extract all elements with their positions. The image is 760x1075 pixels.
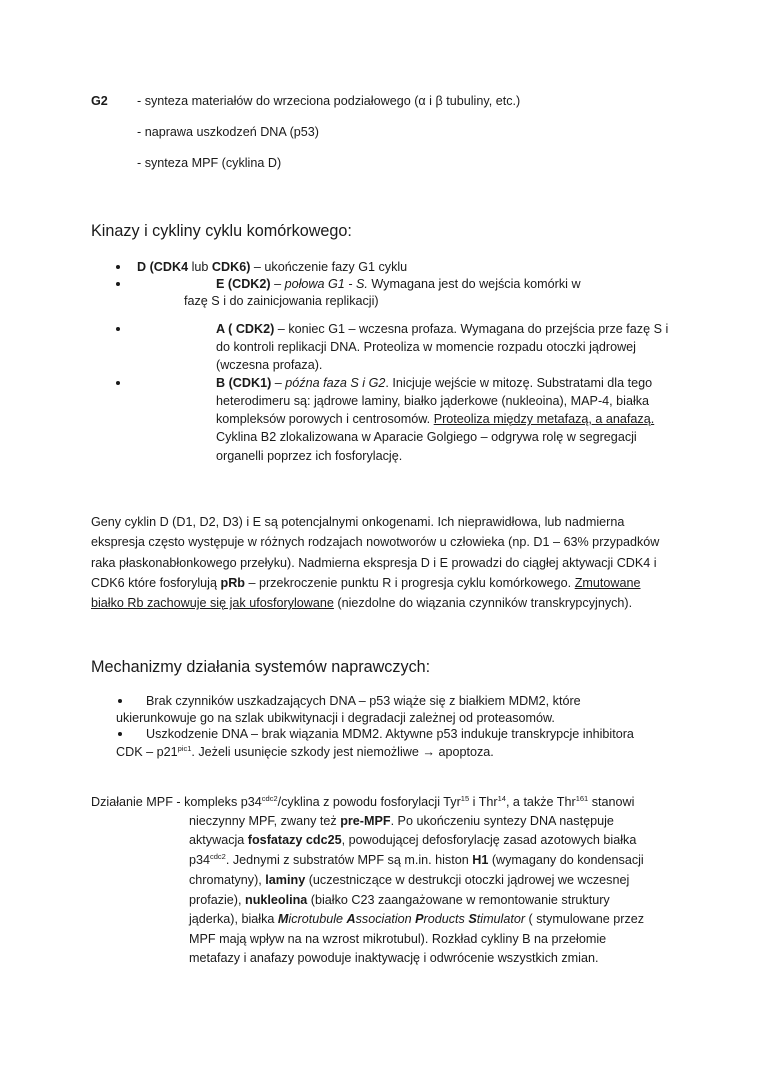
cyclin-d-item: D (CDK4 lub CDK6) – ukończenie fazy G1 cyklu bbox=[137, 260, 408, 274]
mpf-line-9: metafazy i anafazy powoduje inaktywację i odwrócenie wszystkich zmian. bbox=[189, 951, 599, 965]
cyclin-a-line2: do kontroli replikacji DNA. Proteoliza w momencie rozpadu otoczki jądrowej bbox=[216, 340, 636, 354]
geny-line-3: raka płaskonabłonkowego przełyku). Nadmierna ekspresja D i E prowadzi do ciągłej aktywacji CDK4 i bbox=[91, 556, 657, 570]
mechanizm-item-1: Brak czynników uszkadzających DNA – p53 wiąże się z białkiem MDM2, które bbox=[146, 694, 581, 708]
mechanizm-item-1-line2: ukierunkowuje go na szlak ubikwitynacji i degradacji zależnej od proteasomów. bbox=[116, 711, 555, 725]
cyclin-b-item: B (CDK1) – późna faza S i G2. Inicjuje wejście w mitozę. Substratami dla tego bbox=[216, 376, 653, 390]
mechanizmy-heading: Mechanizmy działania systemów naprawczych: bbox=[91, 658, 431, 676]
g2-item-2: - naprawa uszkodzeń DNA (p53) bbox=[137, 125, 320, 139]
geny-line-5: białko Rb zachowuje się jak ufosforylowane (niezdolne do wiązania czynników transkrypcyjnych). bbox=[91, 596, 633, 610]
cyclin-b-line4: Cyklina B2 zlokalizowana w Aparacie Golgiego – odgrywa rolę w segregacji bbox=[216, 430, 637, 444]
mpf-line-6: profazie), nukleolina (białko C23 zaangażowane w remontowanie struktury bbox=[189, 893, 610, 907]
g2-label: G2 bbox=[91, 94, 108, 108]
mpf-line-4: $p34^{cdc2}$. Jednymi z substratów MPF są m.in. histon H1 (wymagany do kondensacji bbox=[189, 852, 644, 867]
cyclin-a-line3: (wczesna profaza). bbox=[216, 358, 323, 372]
mpf-line-1: Działanie MPF - kompleks $p34^{cdc2}$/cyklina z powodu fosforylacji Tyr$^{15}$ i Thr$^{14}$, a także Thr$^{161}$ stanowi bbox=[91, 794, 635, 809]
g2-item-1: - synteza materiałów do wrzeciona podziałowego (α i β tubuliny, etc.) bbox=[137, 94, 521, 108]
geny-line-4: CDK6 które fosforylują pRb – przekroczenie punktu R i progresja cyklu komórkowego. Zmutowane bbox=[91, 576, 641, 590]
bullet bbox=[118, 732, 122, 736]
cyclin-a-item: A ( CDK2) – koniec G1 – wczesna profaza. Wymagana do przejścia prze fazę S i bbox=[216, 322, 669, 336]
bullet bbox=[116, 282, 120, 286]
mpf-line-8: MPF mają wpływ na na wzrost mikrotubul). Rozkład cykliny B na przełomie bbox=[189, 932, 607, 946]
mechanizm-item-2-line2: CDK – $p21^{pic1}$. Jeżeli usunięcie szkody jest niemożliwe → apoptoza. bbox=[116, 744, 494, 759]
bullet bbox=[118, 699, 122, 703]
bullet bbox=[116, 265, 120, 269]
mpf-line-7: jąderka), białka Microtubule Association Products Stimulator ( stymulowane przez bbox=[189, 912, 645, 926]
mechanizm-item-2: Uszkodzenie DNA – brak wiązania MDM2. Aktywne p53 indukuje transkrypcje inhibitora bbox=[146, 727, 634, 741]
bullet bbox=[116, 381, 120, 385]
mpf-line-5: chromatyny), laminy (uczestniczące w destrukcji otoczki jądrowej we wczesnej bbox=[189, 873, 630, 887]
cyclin-b-line5: organelli poprzez ich fosforylację. bbox=[216, 449, 403, 463]
cyclin-e-item: E (CDK2) – połowa G1 - S. Wymagana jest do wejścia komórki w bbox=[216, 277, 581, 291]
cyclin-b-line2: heterodimeru są: jądrowe laminy, białko jąderkowe (nukleoina), MAP-4, białka bbox=[216, 394, 650, 408]
g2-item-3: - synteza MPF (cyklina D) bbox=[137, 156, 282, 170]
cyclin-b-line3: kompleksów porowych i centrosomów. Proteoliza między metafazą, a anafazą. bbox=[216, 412, 655, 426]
bullet bbox=[116, 327, 120, 331]
cyclin-e-line2: fazę S i do zainicjowania replikacji) bbox=[184, 294, 379, 308]
geny-line-2: ekspresja często występuje w różnych rodzajach nowotworów u człowieka (np. D1 – 63% przypadków bbox=[91, 535, 660, 549]
kinazy-heading: Kinazy i cykliny cyklu komórkowego: bbox=[91, 222, 352, 240]
geny-line-1: Geny cyklin D (D1, D2, D3) i E są potencjalnymi onkogenami. Ich nieprawidłowa, lub nadmierna bbox=[91, 515, 625, 529]
mpf-line-2: nieczynny MPF, zwany też pre-MPF. Po ukończeniu syntezy DNA następuje bbox=[189, 814, 614, 828]
mpf-line-3: aktywacja fosfatazy cdc25, powodującej defosforylację zasad azotowych białka bbox=[189, 833, 637, 847]
